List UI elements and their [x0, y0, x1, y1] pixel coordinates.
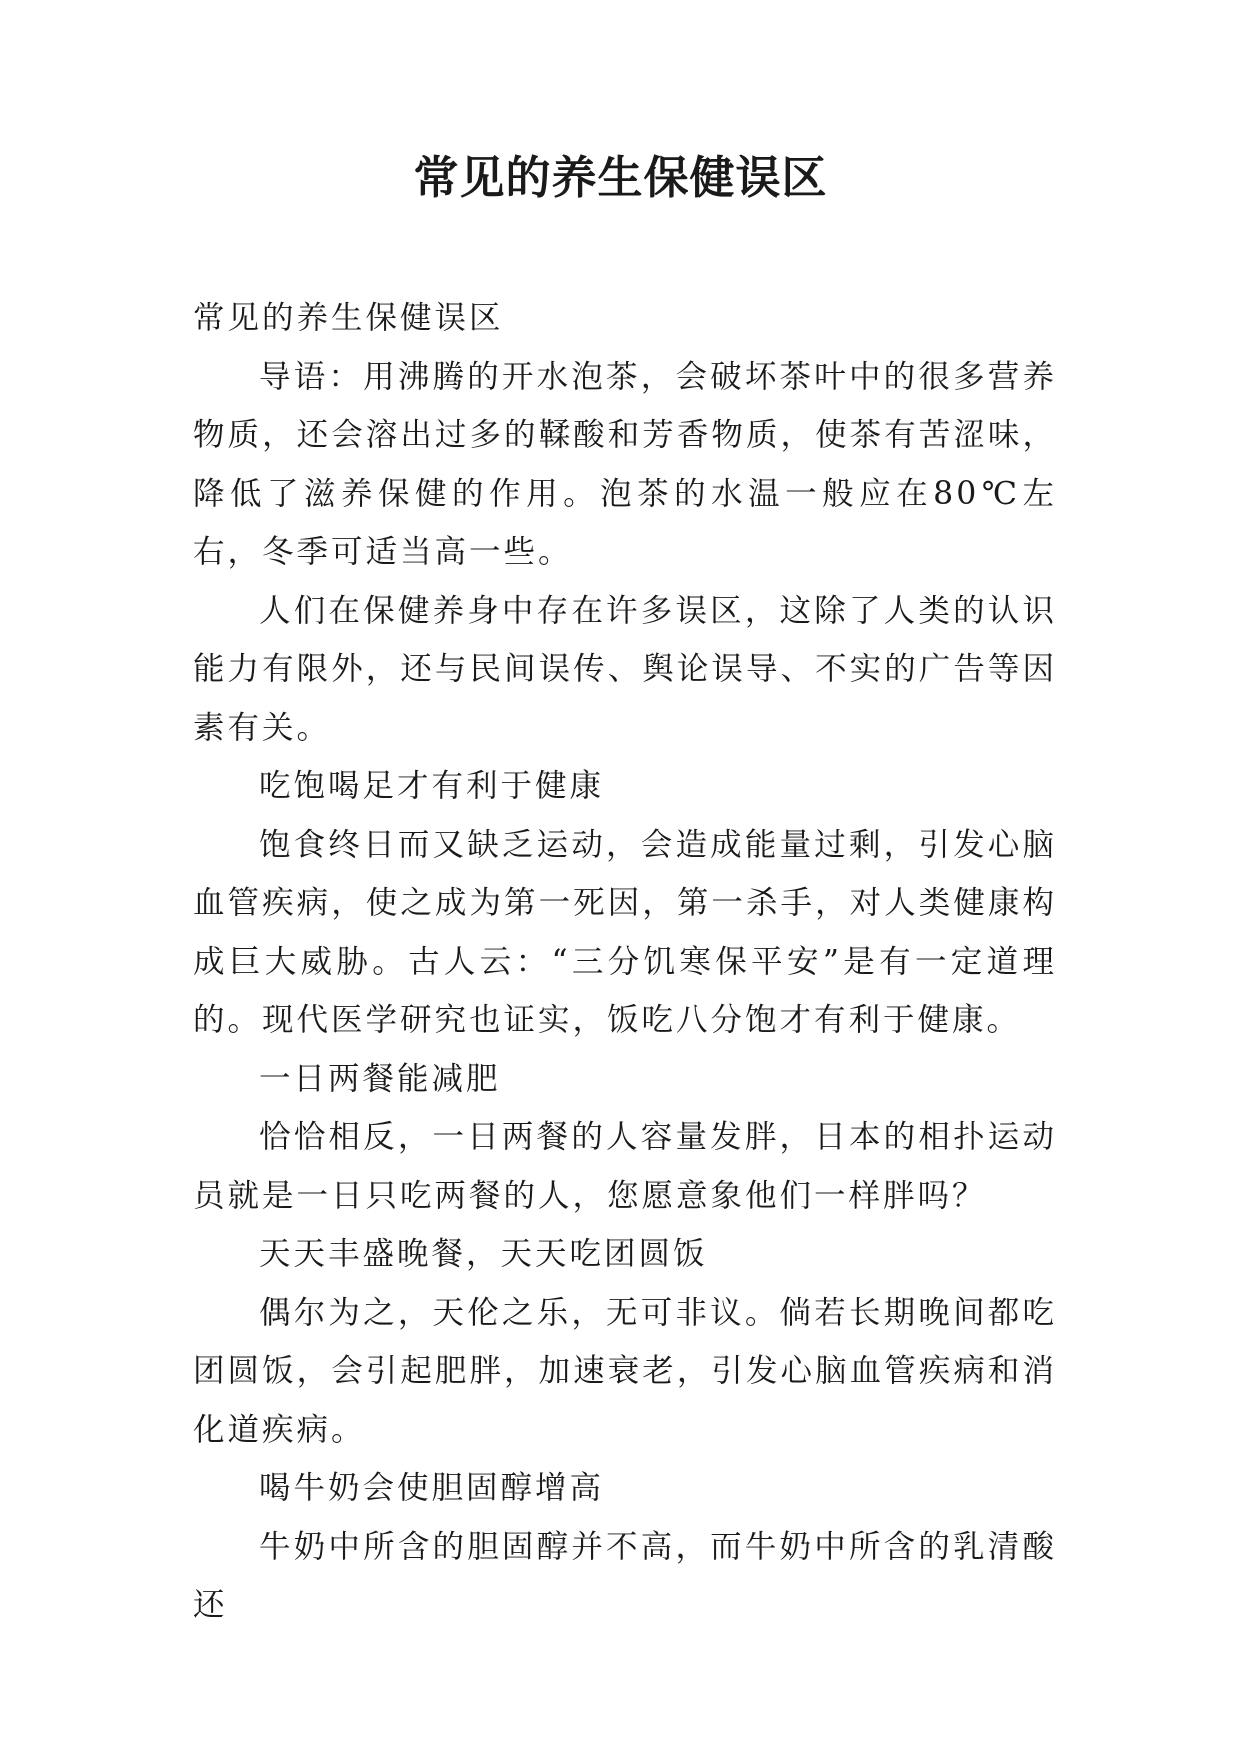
- paragraph: 偶尔为之，天伦之乐，无可非议。倘若长期晚间都吃团圆饭，会引起肥胖，加速衰老，引发心脑血管疾病和消化道疾病。: [193, 1294, 1057, 1448]
- paragraph: 牛奶中所含的胆固醇并不高，而牛奶中所含的乳清酸还: [193, 1528, 1057, 1623]
- paragraph: 常见的养生保健误区: [193, 300, 504, 336]
- paragraph: 人们在保健养身中存在许多误区，这除了人类的认识能力有限外，还与民间误传、舆论误导、不实的广告等因素有关。: [193, 592, 1057, 746]
- paragraph: 导语：用沸腾的开水泡茶，会破坏茶叶中的很多营养物质，还会溶出过多的鞣酸和芳香物质，使茶有苦涩味，降低了滋养保健的作用。泡茶的水温一般应在80℃左右，冬季可适当高一些。: [193, 358, 1057, 570]
- paragraph: 恰恰相反，一日两餐的人容量发胖，日本的相扑运动员就是一日只吃两餐的人，您愿意象他们一样胖吗？: [193, 1119, 1057, 1214]
- section-heading: 天天丰盛晚餐，天天吃团圆饭: [259, 1236, 708, 1272]
- section-heading: 吃饱喝足才有利于健康: [259, 768, 605, 804]
- section-heading: 一日两餐能减肥: [259, 1060, 501, 1097]
- section-heading: 喝牛奶会使胆固醇增高: [259, 1470, 605, 1506]
- paragraph: 饱食终日而又缺乏运动，会造成能量过剩，引发心脑血管疾病，使之成为第一死因，第一杀手，对人类健康构成巨大威胁。古人云：“三分饥寒保平安”是有一定道理的。现代医学研究也证实，饭吃八分饱才有利于健康。: [193, 826, 1057, 1038]
- document-body: [193, 289, 1057, 1635]
- document-title: 常见的养生保健误区: [413, 151, 828, 204]
